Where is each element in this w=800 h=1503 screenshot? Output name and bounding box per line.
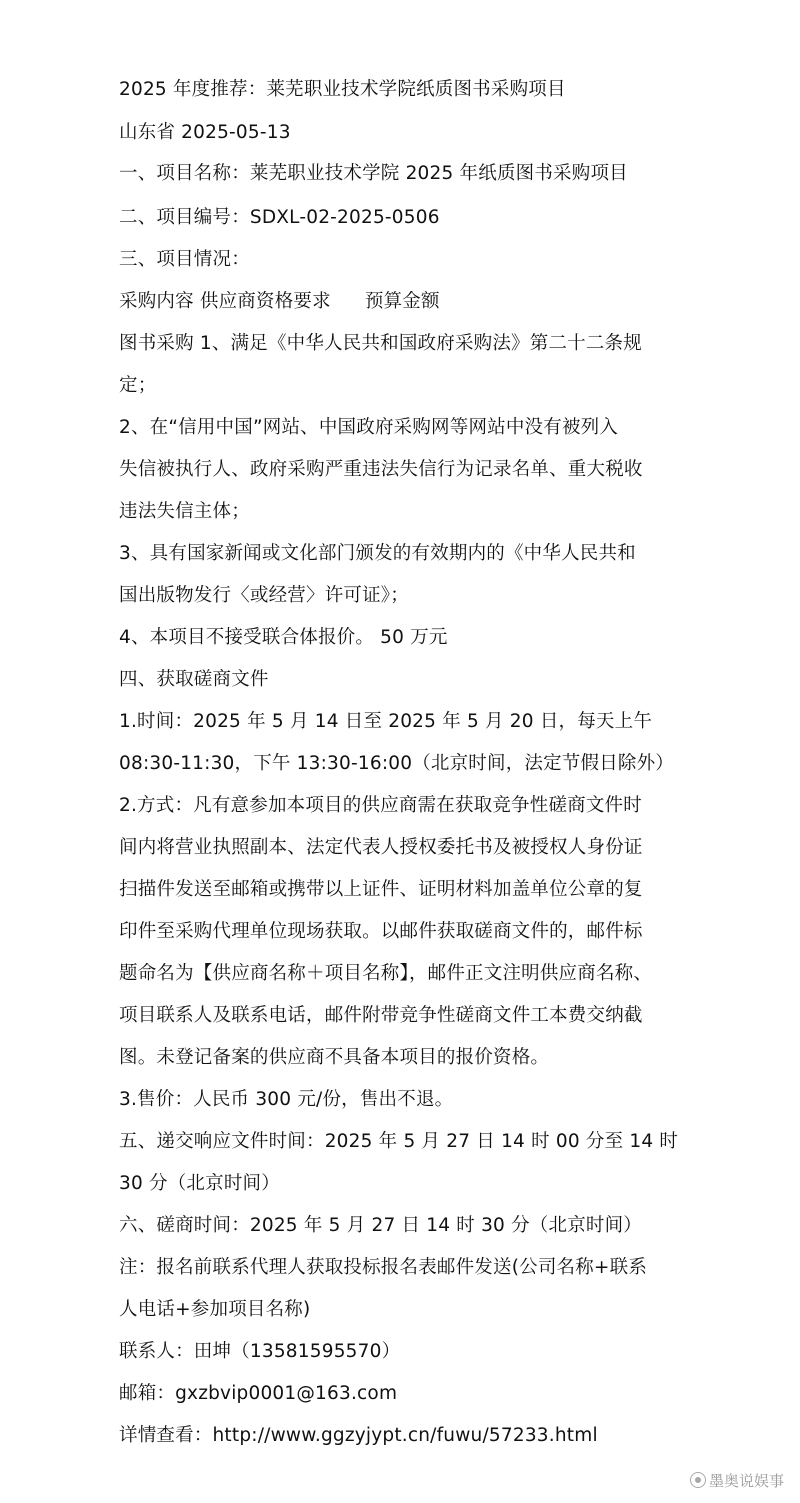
watermark-text: 墨奥说娱事	[708, 1472, 784, 1490]
col-header-requirements: 供应商资格要求	[199, 291, 331, 312]
method-line-2: 间内将营业执照副本、法定代表人授权委托书及被授权人身份证	[119, 837, 643, 858]
requirement-2-line-1: 2、在“信用中国”网站、中国政府采购网等网站中没有被列入	[119, 417, 619, 438]
submit-line-1: 五、递交响应文件时间：2025 年 5 月 27 日 14 时 00 分至 14 时	[119, 1131, 679, 1152]
requirement-3-line-1: 3、具有国家新闻或文化部门颁发的有效期内的《中华人民共和	[119, 543, 636, 564]
method-line-5: 题命名为【供应商名称＋项目名称】，邮件正文注明供应商名称、	[119, 963, 653, 984]
method-line-3: 扫描件发送至邮箱或携带以上证件、证明材料加盖单位公章的复	[119, 879, 643, 900]
table-header	[119, 289, 740, 315]
budget-amount: 50 万元	[380, 627, 448, 648]
email-line: 邮箱：gxzbvip0001@163.com	[119, 1383, 398, 1404]
requirement-4: 4、本项目不接受联合体报价。	[119, 627, 375, 648]
requirement-4-line	[119, 625, 740, 651]
submit-line-2: 30 分（北京时间）	[119, 1173, 280, 1194]
time-line-1: 1.时间：2025 年 5 月 14 日至 2025 年 5 月 20 日，每天上午	[119, 711, 653, 732]
document-title: 2025 年度推荐：莱芜职业技术学院纸质图书采购项目	[119, 79, 566, 100]
method-line-1: 2.方式：凡有意参加本项目的供应商需在获取竞争性磋商文件时	[119, 795, 642, 816]
time-line-2: 08:30-11:30，下午 13:30-16:00（北京时间，法定节假日除外）	[119, 753, 674, 774]
requirement-1-line-2: 定；	[119, 375, 157, 396]
obtain-heading: 四、获取磋商文件	[119, 669, 269, 690]
method-line-7: 图。未登记备案的供应商不具备本项目的报价资格。	[119, 1047, 550, 1068]
col-header-content: 采购内容	[119, 291, 194, 312]
requirement-2-line-3: 违法失信主体；	[119, 501, 250, 522]
note-line-1: 注：报名前联系代理人获取投标报名表邮件发送(公司名称+联系	[119, 1257, 648, 1278]
contact-person: 联系人：田坤（13581595570）	[119, 1341, 401, 1362]
project-status-heading: 三、项目情况：	[119, 249, 250, 270]
method-line-6: 项目联系人及联系电话，邮件附带竞争性磋商文件工本费交纳截	[119, 1005, 643, 1026]
requirement-2-line-2: 失信被执行人、政府采购严重违法失信行为记录名单、重大税收	[119, 459, 643, 480]
details-link[interactable]: 详情查看：http://www.ggzyjypt.cn/fuwu/57233.html	[119, 1425, 598, 1446]
requirement-1-line-1: 图书采购 1、满足《中华人民共和国政府采购法》第二十二条规	[119, 333, 642, 354]
requirement-3-line-2: 国出版物发行〈或经营〉许可证》；	[119, 585, 409, 606]
province-date: 山东省 2025-05-13	[119, 122, 291, 143]
watermark	[690, 1470, 784, 1491]
price-line: 3.售价：人民币 300 元/份，售出不退。	[119, 1089, 454, 1110]
project-number: 二、项目编号：SDXL-02-2025-0506	[119, 207, 440, 228]
note-line-2: 人电话+参加项目名称)	[119, 1299, 311, 1320]
negotiation-time: 六、磋商时间：2025 年 5 月 27 日 14 时 30 分（北京时间）	[119, 1215, 642, 1236]
method-line-4: 印件至采购代理单位现场获取。以邮件获取磋商文件的，邮件标	[119, 921, 643, 942]
project-name: 一、项目名称：莱芜职业技术学院 2025 年纸质图书采购项目	[119, 163, 628, 184]
col-header-budget: 预算金额	[364, 291, 440, 312]
camera-icon	[690, 1472, 706, 1488]
